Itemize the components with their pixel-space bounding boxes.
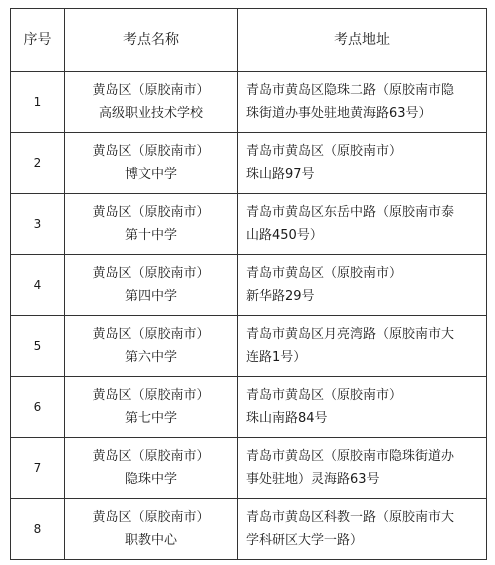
site-name-line: 第七中学 <box>124 411 177 426</box>
site-address-line: 珠山路97号 <box>246 167 315 182</box>
site-address <box>238 72 487 133</box>
row-number: 3 <box>11 194 65 255</box>
site-name-line: 第六中学 <box>124 350 177 365</box>
row-number: 6 <box>11 377 65 438</box>
table-row <box>11 72 487 133</box>
site-address <box>238 194 487 255</box>
header-no: 序号 <box>11 9 65 72</box>
site-address <box>238 316 487 377</box>
site-address <box>238 255 487 316</box>
site-address-line: 青岛市黄岛区东岳中路（原胶南市泰 <box>246 205 455 220</box>
exam-site-table <box>10 8 487 560</box>
site-name-line: 隐珠中学 <box>124 472 177 487</box>
site-address-line: 青岛市黄岛区（原胶南市） <box>246 388 403 403</box>
site-address-line: 青岛市黄岛区月亮湾路（原胶南市大 <box>246 327 455 342</box>
site-name <box>65 255 238 316</box>
table-row <box>11 255 487 316</box>
table-row <box>11 438 487 499</box>
site-name-line: 黄岛区（原胶南市） <box>92 266 210 281</box>
site-name <box>65 377 238 438</box>
site-name-line: 黄岛区（原胶南市） <box>92 388 210 403</box>
site-name <box>65 316 238 377</box>
site-address-line: 青岛市黄岛区（原胶南市隐珠街道办 <box>246 449 455 464</box>
site-address-line: 青岛市黄岛区隐珠二路（原胶南市隐 <box>246 83 455 98</box>
site-address <box>238 499 487 560</box>
site-name <box>65 194 238 255</box>
site-name-line: 博文中学 <box>124 167 177 182</box>
site-address-line: 学科研区大学一路） <box>246 533 364 548</box>
table-header-row <box>11 9 487 72</box>
row-number: 2 <box>11 133 65 194</box>
row-number: 7 <box>11 438 65 499</box>
site-name-line: 第十中学 <box>124 228 177 243</box>
site-name-line: 黄岛区（原胶南市） <box>92 83 210 98</box>
site-name-line: 职教中心 <box>124 533 177 548</box>
row-number: 4 <box>11 255 65 316</box>
site-name-line: 黄岛区（原胶南市） <box>92 327 210 342</box>
header-name: 考点名称 <box>65 9 238 72</box>
row-number: 5 <box>11 316 65 377</box>
site-address-line: 山路450号） <box>246 228 323 243</box>
site-address <box>238 133 487 194</box>
site-name-line: 第四中学 <box>124 289 177 304</box>
site-address-line: 青岛市黄岛区科教一路（原胶南市大 <box>246 510 455 525</box>
table-row <box>11 133 487 194</box>
site-name-line: 黄岛区（原胶南市） <box>92 144 210 159</box>
site-name-line: 黄岛区（原胶南市） <box>92 449 210 464</box>
row-number: 1 <box>11 72 65 133</box>
row-number: 8 <box>11 499 65 560</box>
site-name <box>65 72 238 133</box>
site-address <box>238 438 487 499</box>
site-address-line: 珠街道办事处驻地黄海路63号） <box>246 106 432 121</box>
site-name <box>65 499 238 560</box>
site-address-line: 青岛市黄岛区（原胶南市） <box>246 144 403 159</box>
table-row <box>11 194 487 255</box>
site-name <box>65 438 238 499</box>
table-row <box>11 316 487 377</box>
site-name-line: 黄岛区（原胶南市） <box>92 205 210 220</box>
site-address <box>238 377 487 438</box>
site-address-line: 珠山南路84号 <box>246 411 328 426</box>
table-row <box>11 499 487 560</box>
table-row <box>11 377 487 438</box>
site-address-line: 青岛市黄岛区（原胶南市） <box>246 266 403 281</box>
site-name-line: 高级职业技术学校 <box>98 106 203 121</box>
site-address-line: 事处驻地）灵海路63号 <box>246 472 380 487</box>
site-name-line: 黄岛区（原胶南市） <box>92 510 210 525</box>
header-address: 考点地址 <box>238 9 487 72</box>
site-address-line: 连路1号） <box>246 350 307 365</box>
site-name <box>65 133 238 194</box>
site-address-line: 新华路29号 <box>246 289 315 304</box>
